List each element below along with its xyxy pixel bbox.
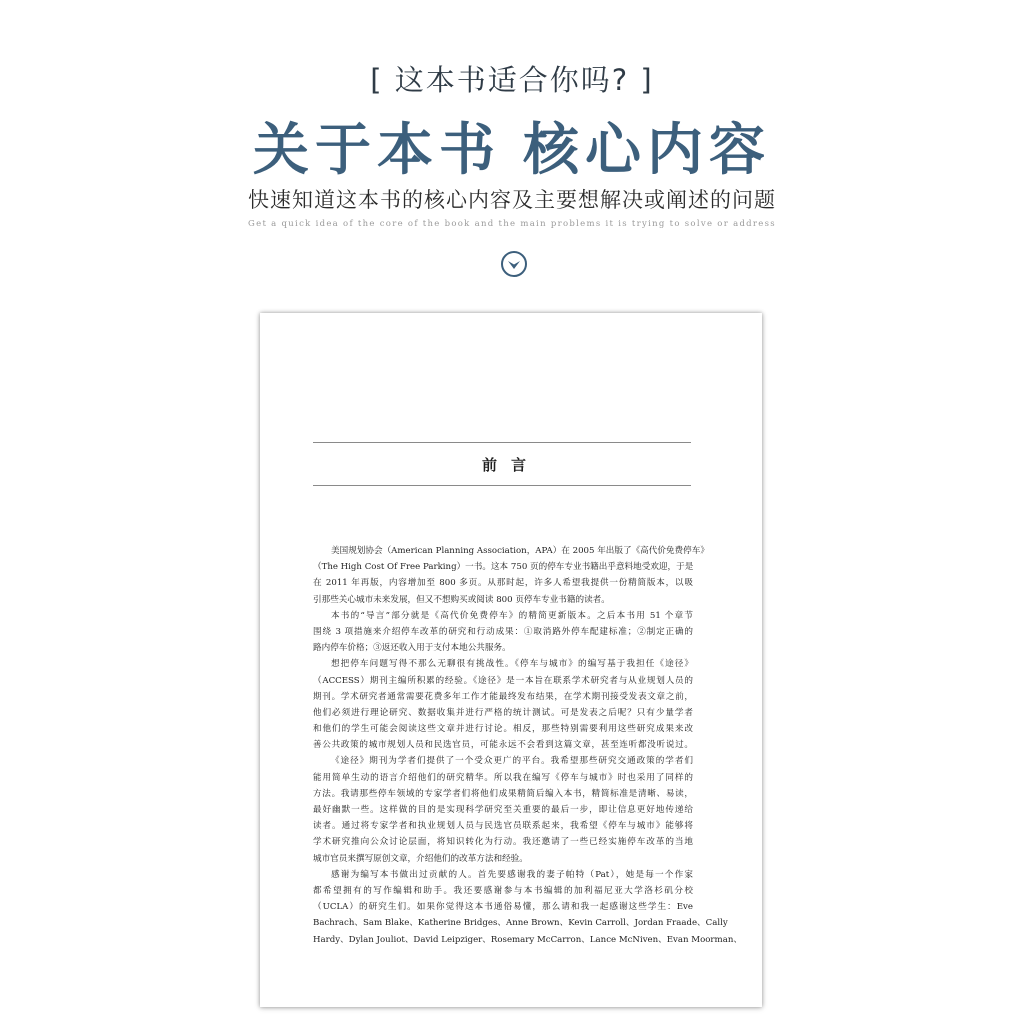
text-line: Bachrach、Sam Blake、Katherine Bridges、Anne Brown、Kevin Carroll、Jordan Fraade、Cally bbox=[313, 918, 728, 929]
section-header bbox=[0, 0, 1024, 300]
text-line: 本书的“导言”部分就是《高代价免费停车》的精简更新版本。之后本书用 51 个章节 bbox=[331, 610, 693, 621]
bracket-right: ] bbox=[640, 63, 654, 97]
text-line: （ACCESS）期刊主编所积累的经验。《途径》是一本旨在联系学术研究者与从业规划人员的 bbox=[313, 675, 693, 686]
text-line: 路内停车价格；③返还收入用于支付本地公共服务。 bbox=[313, 643, 511, 654]
text-line: 读者。通过将专家学者和执业规划人员与民选官员联系起来，我希望《停车与城市》能够将 bbox=[313, 821, 693, 832]
question-heading bbox=[0, 58, 1024, 99]
document-page bbox=[260, 313, 762, 1007]
question-text: 这本书适合你吗? bbox=[394, 63, 630, 97]
text-line: 在 2011 年再版，内容增加至 800 多页。从那时起，许多人希望我提供一份精简版本，以吸 bbox=[313, 578, 693, 589]
text-line: Hardy、Dylan Jouliot、David Leipziger、Rosemary McCarron、Lance McNiven、Evan Moorman、 bbox=[313, 934, 742, 945]
text-line: 善公共政策的城市规划人员和民选官员，可能永远不会看到这篇文章，甚至连听都没听说过。 bbox=[313, 740, 693, 751]
text-line: 感谢为编写本书做出过贡献的人。首先要感谢我的妻子帕特（Pat），她是每一个作家 bbox=[331, 869, 693, 880]
text-line: （The High Cost Of Free Parking）一书。这本 750 页的停车专业书籍出乎意料地受欢迎，于是 bbox=[313, 562, 694, 573]
text-line: 最好幽默一些。这样做的目的是实现科学研究至关重要的最后一步，即让信息更好地传递给 bbox=[313, 805, 693, 815]
document-heading: 前言 bbox=[481, 456, 540, 474]
text-line: 学术研究推向公众讨论层面，将知识转化为行动。我还邀请了一些已经实施停车改革的当地 bbox=[313, 837, 693, 848]
bracket-left: [ bbox=[370, 63, 384, 97]
scroll-down-button[interactable] bbox=[500, 250, 528, 278]
title-part-2: 核心内容 bbox=[523, 117, 771, 183]
text-line: 和他们的学生可能会阅读这些文章并进行讨论。相反，那些特别需要利用这些研究成果来改 bbox=[313, 724, 693, 735]
heading-rule-bottom bbox=[313, 485, 691, 486]
text-line: 他们必须进行理论研究、数据收集并进行严格的统计测试。可是发表之后呢？只有少量学者 bbox=[313, 707, 693, 718]
text-line: 期刊。学术研究者通常需要花费多年工作才能最终发布结果，在学术期刊接受发表文章之前， bbox=[313, 691, 693, 702]
text-line: 《途径》期刊为学者们提供了一个受众更广的平台。我希望那些研究交通政策的学者们 bbox=[331, 756, 693, 767]
subtitle-english: Get a quick idea of the core of the book and the main problems it is trying to solve or address bbox=[248, 219, 776, 229]
chevron-down-circle-icon bbox=[500, 250, 528, 278]
text-line: 能用简单生动的语言介绍他们的研究精华。所以我在编写《停车与城市》时也采用了同样的 bbox=[313, 772, 693, 783]
page-title bbox=[0, 106, 1024, 186]
text-line: 引那些关心城市未来发展，但又不想购买或阅读 800 页停车专业书籍的读者。 bbox=[313, 594, 610, 605]
text-line: 方法。我请那些停车领域的专家学者们将他们成果精简后编入本书，精简标准是清晰、易读， bbox=[313, 788, 693, 799]
document-body bbox=[313, 543, 742, 948]
subtitle: 快速知道这本书的核心内容及主要想解决或阐述的问题 bbox=[248, 188, 776, 212]
text-line: 美国规划协会（American Planning Association，APA）在 2005 年出版了《高代价免费停车》 bbox=[331, 546, 709, 556]
text-line: 城市官员来撰写原创文章，介绍他们的改革方法和经验。 bbox=[313, 853, 528, 864]
heading-rule-top bbox=[313, 442, 691, 443]
text-line: 都希望拥有的写作编辑和助手。我还要感谢参与本书编辑的加利福尼亚大学洛杉矶分校 bbox=[313, 885, 693, 896]
text-line: 围绕 3 项措施来介绍停车改革的研究和行动成果：①取消路外停车配建标准；②制定正确的 bbox=[313, 626, 693, 637]
text-line: （UCLA）的研究生们。如果你觉得这本书通俗易懂，那么请和我一起感谢这些学生：Eve bbox=[313, 902, 693, 913]
title-part-1: 关于本书 bbox=[253, 117, 501, 183]
text-line: 想把停车问题写得不那么无聊很有挑战性。《停车与城市》的编写基于我担任《途径》 bbox=[331, 659, 693, 670]
